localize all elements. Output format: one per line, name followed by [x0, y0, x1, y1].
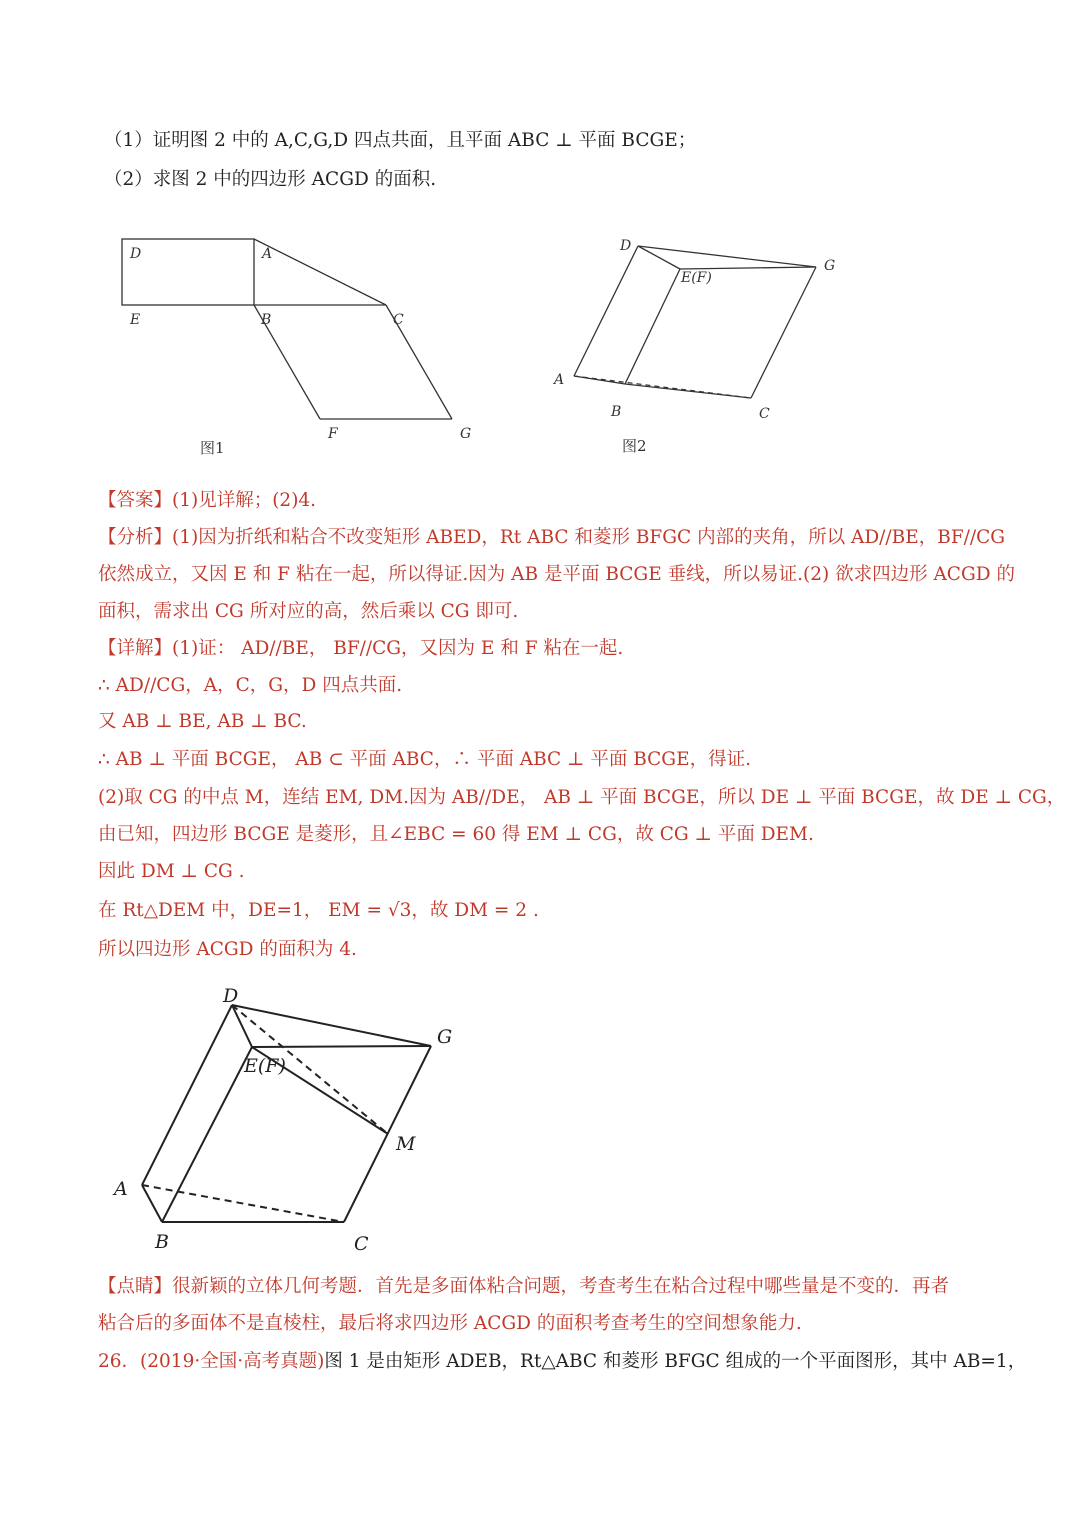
fig3-label-m: M: [396, 1133, 416, 1155]
figure-2-caption: 图2: [622, 437, 647, 455]
fig3-label-b: B: [155, 1231, 169, 1253]
fig2-label-b: B: [611, 404, 622, 420]
comment-line-1: 【点睛】很新颖的立体几何考题．首先是多面体粘合问题，考查考生在粘合过程中哪些量是不变的．再者: [98, 1276, 950, 1297]
fig2-label-a: A: [554, 372, 565, 388]
analysis-line-2: 依然成立，又因 E 和 F 粘在一起，所以得证.因为 AB 是平面 BCGE 垂线，所以易证.(2) 欲求四边形 ACGD 的: [98, 564, 1015, 585]
detail-line-8: 在 Rt△DEM 中，DE=1， EM = √3，故 DM = 2 .: [98, 900, 539, 921]
detail-line-9: 所以四边形 ACGD 的面积为 4.: [98, 939, 357, 960]
fig2-label-c: C: [759, 406, 770, 422]
question-1: （1）证明图 2 中的 A,C,G,D 四点共面，且平面 ABC ⊥ 平面 BCGE；: [104, 130, 697, 151]
detail-line-2: ∴ AD//CG，A，C，G，D 四点共面.: [98, 675, 403, 696]
figure-1-caption: 图1: [200, 439, 225, 457]
fig3-label-ef: E(F): [244, 1055, 286, 1077]
question-number: 26．(2019·全国·高考真题): [98, 1351, 325, 1372]
question-text: 图 1 是由矩形 ADEB，Rt△ABC 和菱形 BFGC 组成的一个平面图形，其中 AB=1，: [324, 1351, 1027, 1372]
detail-line-3: 又 AB ⊥ BE, AB ⊥ BC.: [98, 711, 307, 732]
fig3-label-d: D: [223, 985, 239, 1007]
segment-eg-3: [252, 1046, 431, 1047]
fig3-label-c: C: [354, 1233, 369, 1255]
segment-dg-3: [232, 1005, 431, 1046]
fig1-label-g: G: [460, 426, 472, 442]
analysis-line-1: 【分析】(1)因为折纸和粘合不改变矩形 ABED，Rt ABC 和菱形 BFGC 内部的夹角，所以 AD//BE，BF//CG: [98, 527, 1006, 548]
detail-line-7: 因此 DM ⊥ CG .: [98, 861, 245, 882]
detail-line-6: 由已知，四边形 BCGE 是菱形，且∠EBC = 60 得 EM ⊥ CG，故 CG ⊥ 平面 DEM.: [98, 824, 814, 845]
segment-de-3: [232, 1005, 252, 1047]
detail-line-4: ∴ AB ⊥ 平面 BCGE， AB ⊂ 平面 ABC，∴ 平面 ABC ⊥ 平面 BCGE，得证.: [98, 749, 751, 770]
fig3-label-a: A: [114, 1178, 128, 1200]
fig2-label-ef: E(F): [681, 270, 712, 286]
fig1-label-c: C: [393, 312, 404, 328]
analysis-line-3: 面积，需求出 CG 所对应的高，然后乘以 CG 即可.: [98, 601, 519, 622]
detail-line-5: (2)取 CG 的中点 M，连结 EM, DM.因为 AB//DE， AB ⊥ 平面 BCGE，所以 DE ⊥ 平面 BCGE，故 DE ⊥ CG，: [98, 787, 1066, 808]
detail-line-1: 【详解】(1)证： AD//BE， BF//CG，又因为 E 和 F 粘在一起.: [98, 638, 624, 659]
answer-line: 【答案】(1)见详解；(2)4.: [98, 490, 317, 511]
fig2-label-d: D: [620, 238, 632, 254]
segment-eb-3: [162, 1047, 252, 1222]
segment-ab-3: [142, 1185, 162, 1222]
comment-line-2: 粘合后的多面体不是直棱柱，最后将求四边形 ACGD 的面积考查考生的空间想象能力.: [98, 1313, 802, 1334]
fig1-label-b: B: [261, 312, 272, 328]
question-2: （2）求图 2 中的四边形 ACGD 的面积.: [104, 169, 437, 190]
segment-da-3: [142, 1005, 232, 1185]
fig2-label-g: G: [824, 258, 836, 274]
fig3-label-g: G: [437, 1026, 453, 1048]
fig1-label-f: F: [328, 426, 338, 442]
fig1-label-a: A: [262, 246, 273, 262]
fig1-label-e: E: [130, 312, 141, 328]
next-question: [98, 1349, 1026, 1375]
fig1-label-d: D: [130, 246, 142, 262]
